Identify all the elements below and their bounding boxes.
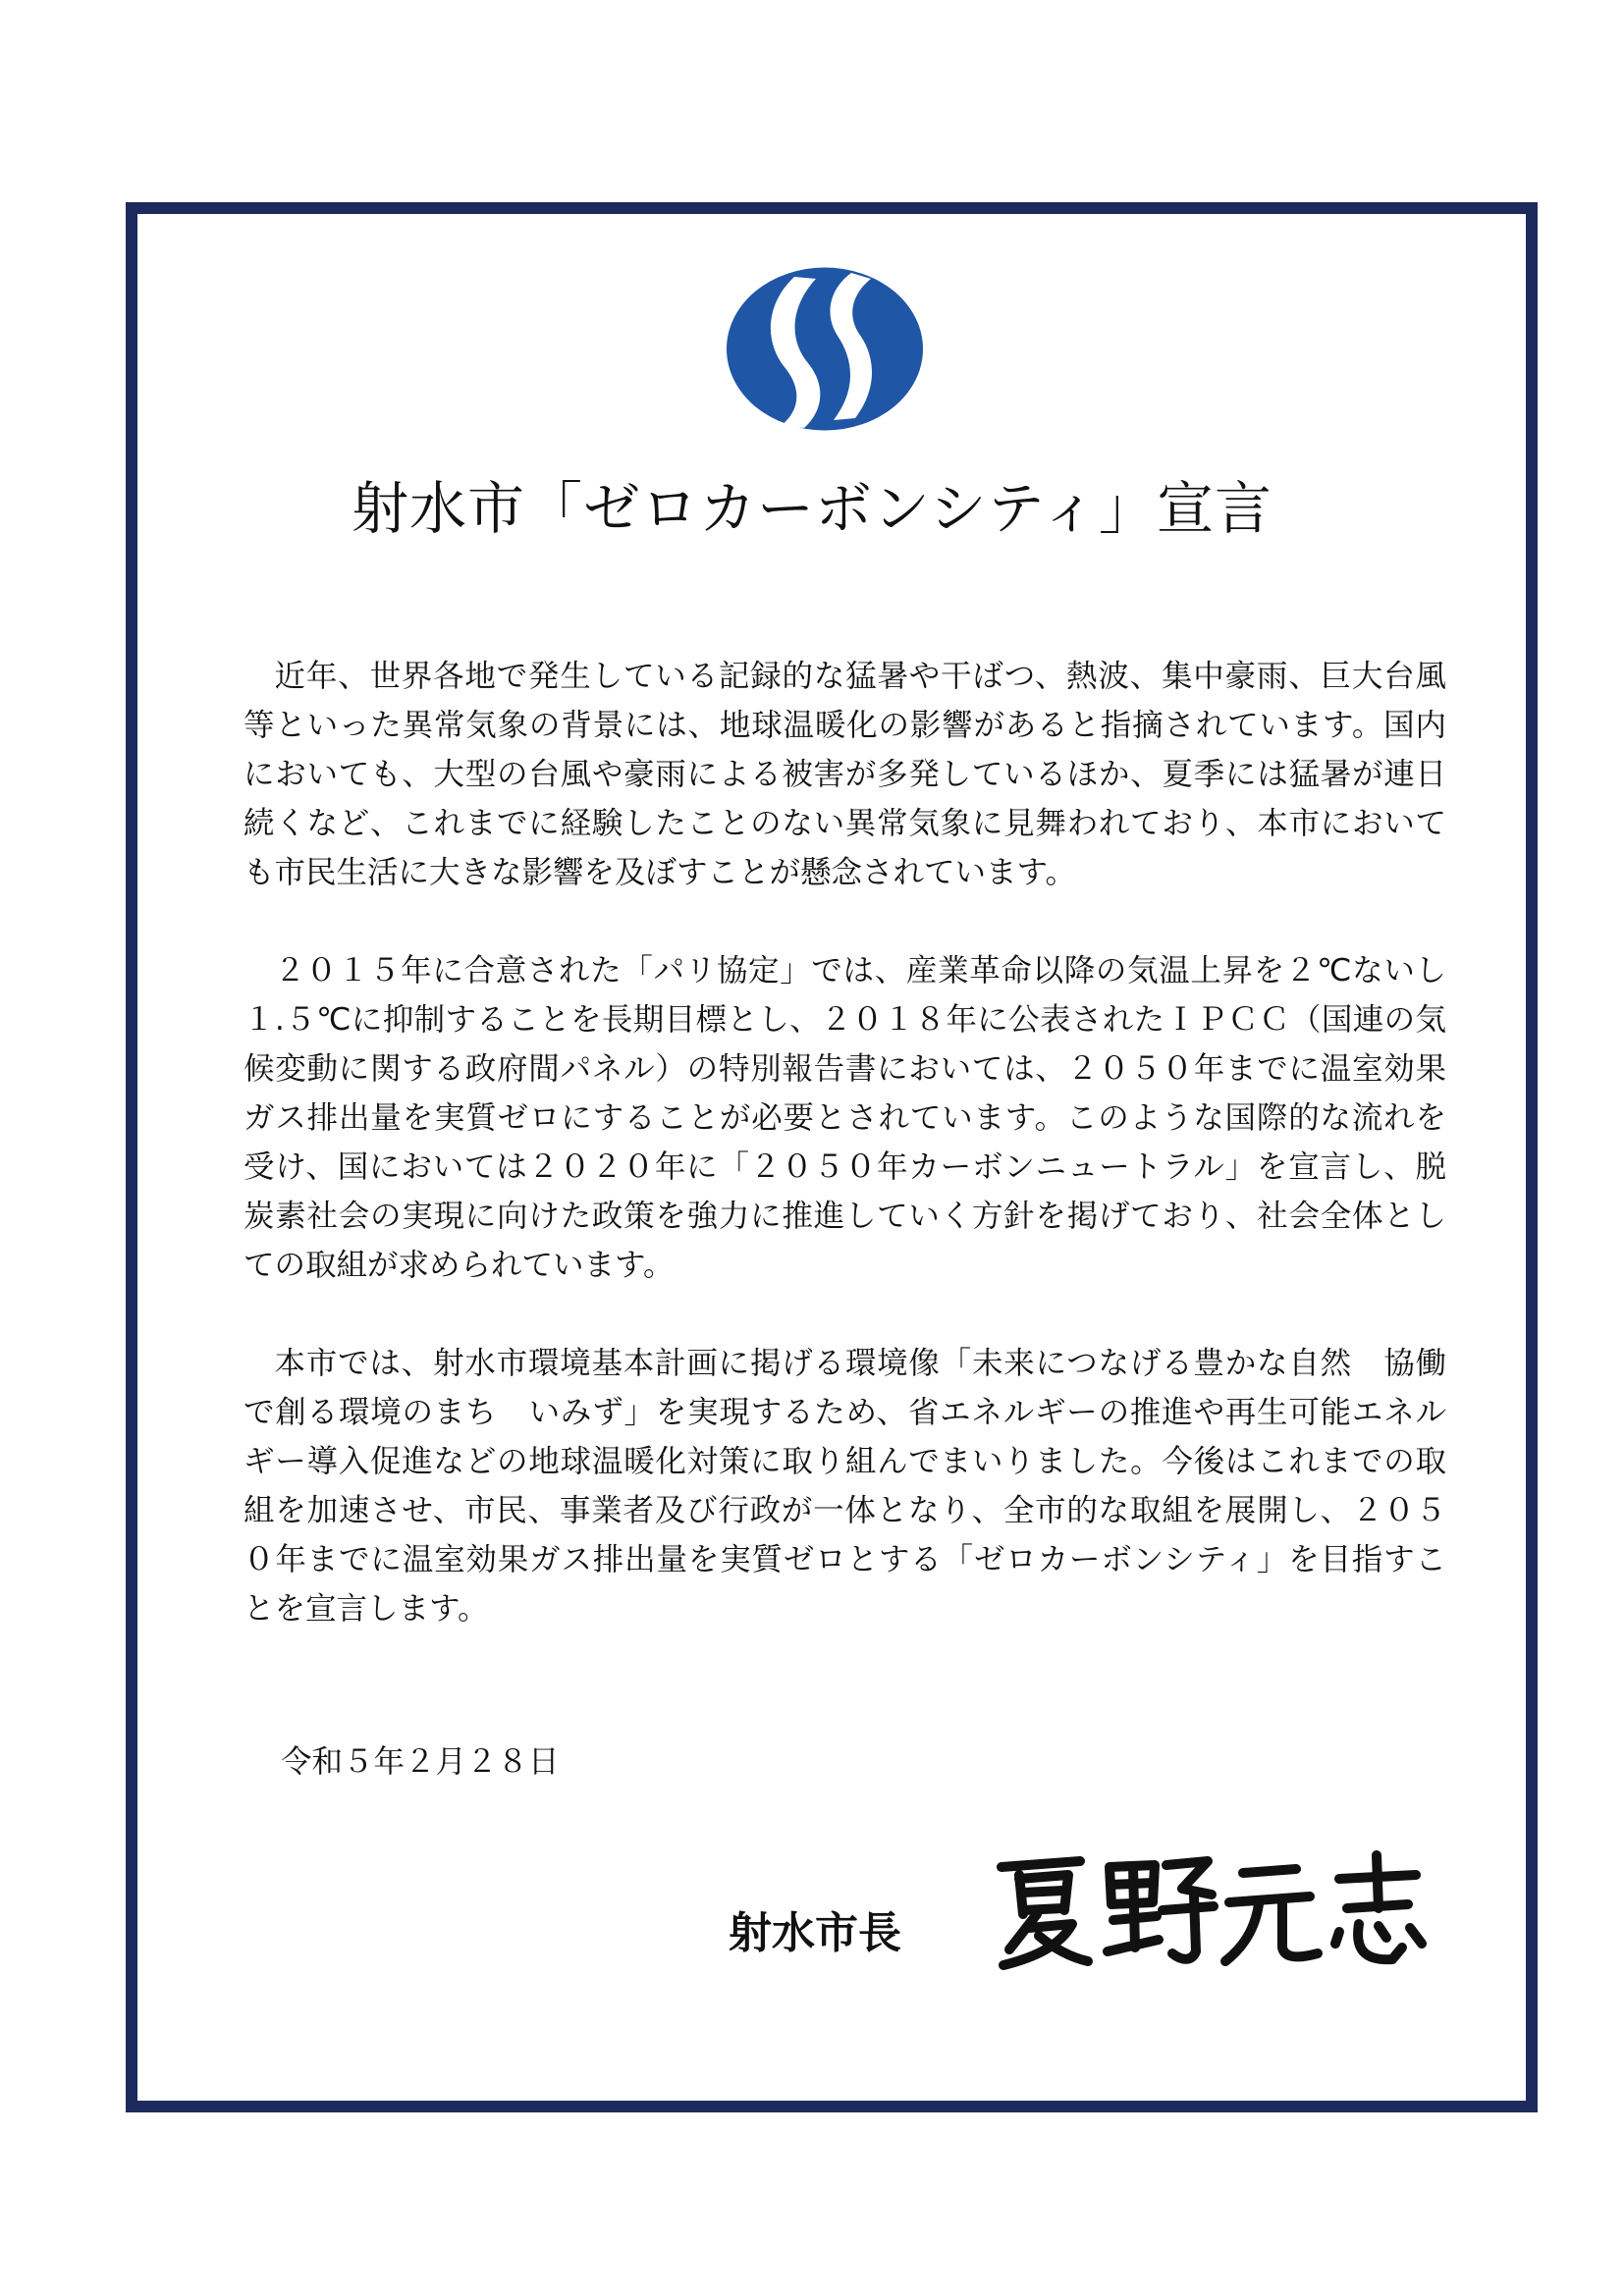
declaration-date: 令和５年２月２８日 (281, 1744, 560, 1780)
declaration-body (244, 652, 1446, 1633)
city-emblem-icon (722, 263, 928, 435)
signatory-title: 射水市長 (729, 1908, 901, 1958)
paragraph-2: ２０１５年に合意された「パリ協定」では、産業革命以降の気温上昇を２℃ないし１.５℃に抑制することを長期目標とし、２０１８年に公表されたＩＰＣＣ（国連の気候変動に関する政府間パネル）の特別報告書においては、２０５０年までに温室効果ガス排出量を実質ゼロにすることが必要とされています。このような国際的な流れを受け、国においては２０２０年に「２０５０年カーボンニュートラル」を宣言し、脱炭素社会の実現に向けた政策を強力に推進していく方針を掲げており、社会全体としての取組が求められています。 (244, 953, 1446, 1283)
handwritten-signature (990, 1845, 1432, 1973)
paragraph-1: 近年、世界各地で発生している記録的な猛暑や干ばつ、熱波、集中豪雨、巨大台風等といった異常気象の背景には、地球温暖化の影響があると指摘されています。国内においても、大型の台風や豪雨による被害が多発しているほか、夏季には猛暑が連日続くなど、これまでに経験したことのない異常気象に見舞われており、本市においても市民生活に大きな影響を及ぼすことが懸念されています。 (244, 659, 1446, 890)
paragraph-3: 本市では、射水市環境基本計画に掲げる環境像「未来につなげる豊かな自然 協働で創る環境のまち いみず」を実現するため、省エネルギーの推進や再生可能エネルギー導入促進などの地球温暖化対策に取り組んでまいりました。今後はこれまでの取組を加速させ、市民、事業者及び行政が一体となり、全市的な取組を展開し、２０５０年までに温室効果ガス排出量を実質ゼロとする「ゼロカーボンシティ」を目指すことを宣言します。 (244, 1346, 1446, 1627)
document-title: 射水市「ゼロカーボンシティ」宣言 (352, 475, 1272, 542)
